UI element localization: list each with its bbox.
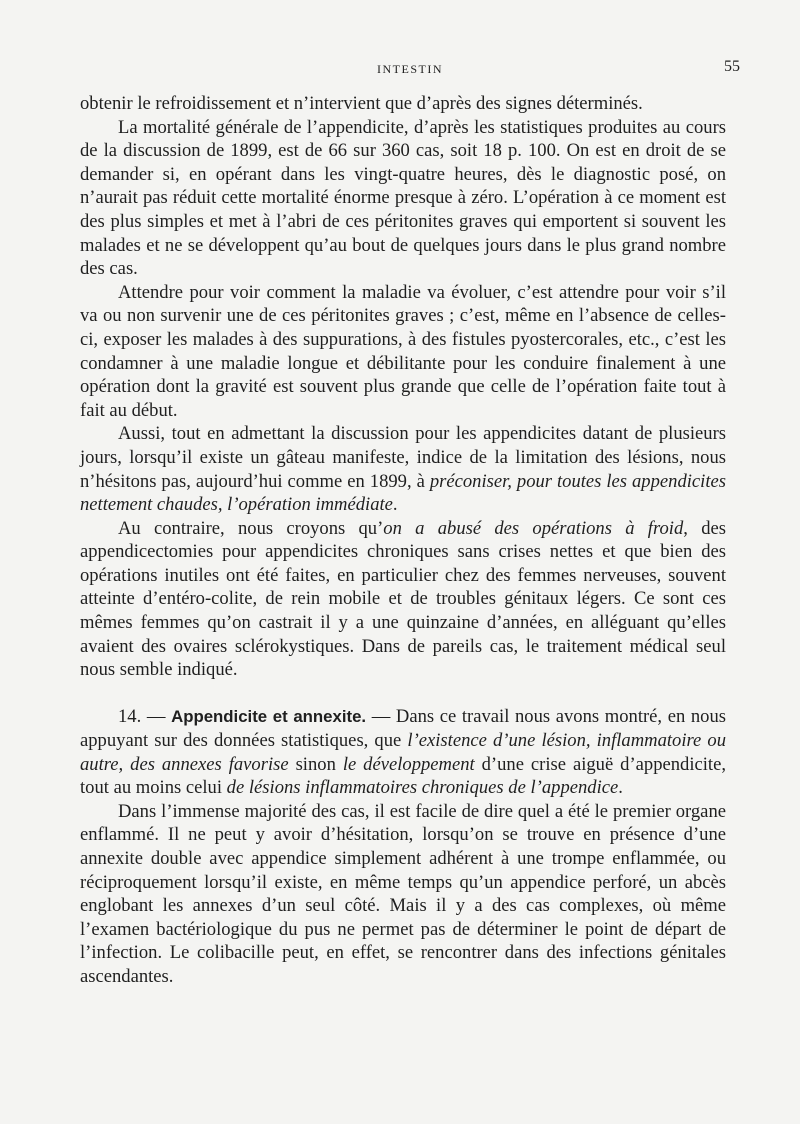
paragraph-continuation: obtenir le refroidissement et n’intervient que d’après des signes déterminés. (80, 93, 643, 114)
emphasis-run: on a abusé des opérations à froid (383, 517, 684, 539)
page-header (80, 58, 740, 80)
emphasis-run: le développement (342, 753, 475, 775)
text-run: . (392, 494, 398, 516)
paragraph-conclusion (80, 422, 726, 516)
page-number: 55 (724, 58, 740, 75)
text-run: — Dans ce travail nous avons montré, en nous appuyant sur des données statistiques, que (80, 706, 727, 752)
running-title: INTESTIN (377, 62, 443, 76)
paragraph-waiting: Attendre pour voir comment la maladie va évoluer, c’est attendre pour voir s’il va ou non survenir une de ces péritonites graves ; c’est, même en l’absence de celles-ci, exposer les malades à des suppurations, à des fistules pyostercorales, etc., c’est les condamner à une maladie longue et débilitante pour les conduire finalement à une opération dont la gravité est souvent plus grande que celle de l’opération faite tout à fait au début. (80, 281, 726, 421)
text-run: Au contraire, nous croyons qu’ (118, 517, 384, 539)
emphasis-run: de lésions inflammatoires chroniques de l’appendice (226, 777, 619, 799)
paragraph-cold-operations (80, 517, 726, 682)
emphasis-run: préconiser, pour toutes les appendicites nettement chaudes, l’opération immédiate (80, 470, 726, 516)
paragraph-diagnosis: Dans l’immense majorité des cas, il est facile de dire quel a été le premier organe enflammé. Il ne peut y avoir d’hésitation, lorsqu’on se trouve en présence d’une annexite double avec appendice simplement adhérent à une trompe enflammée, ou réciproquement lorsqu’il existe, en même temps qu’un appendice perforé, un abcès englobant les annexes d’un seul côté. Mais il y a des cas complexes, où même l’examen bactériologique du pus ne permet pas de déterminer le point de départ de l’infection. Le colibacille peut, en effet, se rencontrer dans des infections génitales ascendantes. (80, 800, 726, 987)
body-text (80, 92, 726, 989)
section-14-paragraph (80, 705, 726, 799)
section-title: Appendicite et annexite. (171, 707, 367, 727)
text-run: , des appendicectomies pour appendicites chroniques sans crises nettes et que bien des opérations inutiles ont été faites, en particulier chez des femmes nerveuses, souvent atteinte d’entéro-colite, de rein mobile et de troubles génitaux légers. Ce sont ces mêmes femmes qu’on castrait il y a une quinzaine d’années, en alléguant qu’elles avaient des ovaires sclérokystiques. Dans de pareils cas, le traitement médical seul nous semble indiqué. (80, 517, 726, 681)
emphasis-run: l’existence d’une lésion, inflammatoire ou autre, des annexes favorise (80, 730, 726, 775)
text-run: sinon (288, 753, 343, 775)
text-run: . (618, 777, 623, 799)
paragraph-mortality: La mortalité générale de l’appendicite, d’après les statistiques produites au cours de la discussion de 1899, est de 66 sur 360 cas, soit 18 p. 100. On est en droit de se demander si, en opérant dans les vingt-quatre heures, dès le diagnostic posé, on n’aurait pas réduit cette mortalité énorme presque à zéro. L’opération à ce moment est des plus simples et met à l’abri de ces péritonites graves qui emportent si souvent les malades et ne se développent qu’au bout de quelques jours dans le plus grand nombre des cas. (80, 116, 726, 280)
text-run: d’une crise aiguë d’appendicite, tout au moins celui (80, 753, 726, 799)
text-run: Aussi, tout en admettant la discussion pour les appendicites datant de plusieurs jours, lorsqu’il existe un gâteau manifeste, indice de la limitation des lésions, nous n’hésitons pas, aujourd’hui comme en 1899, à (80, 423, 726, 492)
section-number: 14. — (118, 706, 172, 728)
